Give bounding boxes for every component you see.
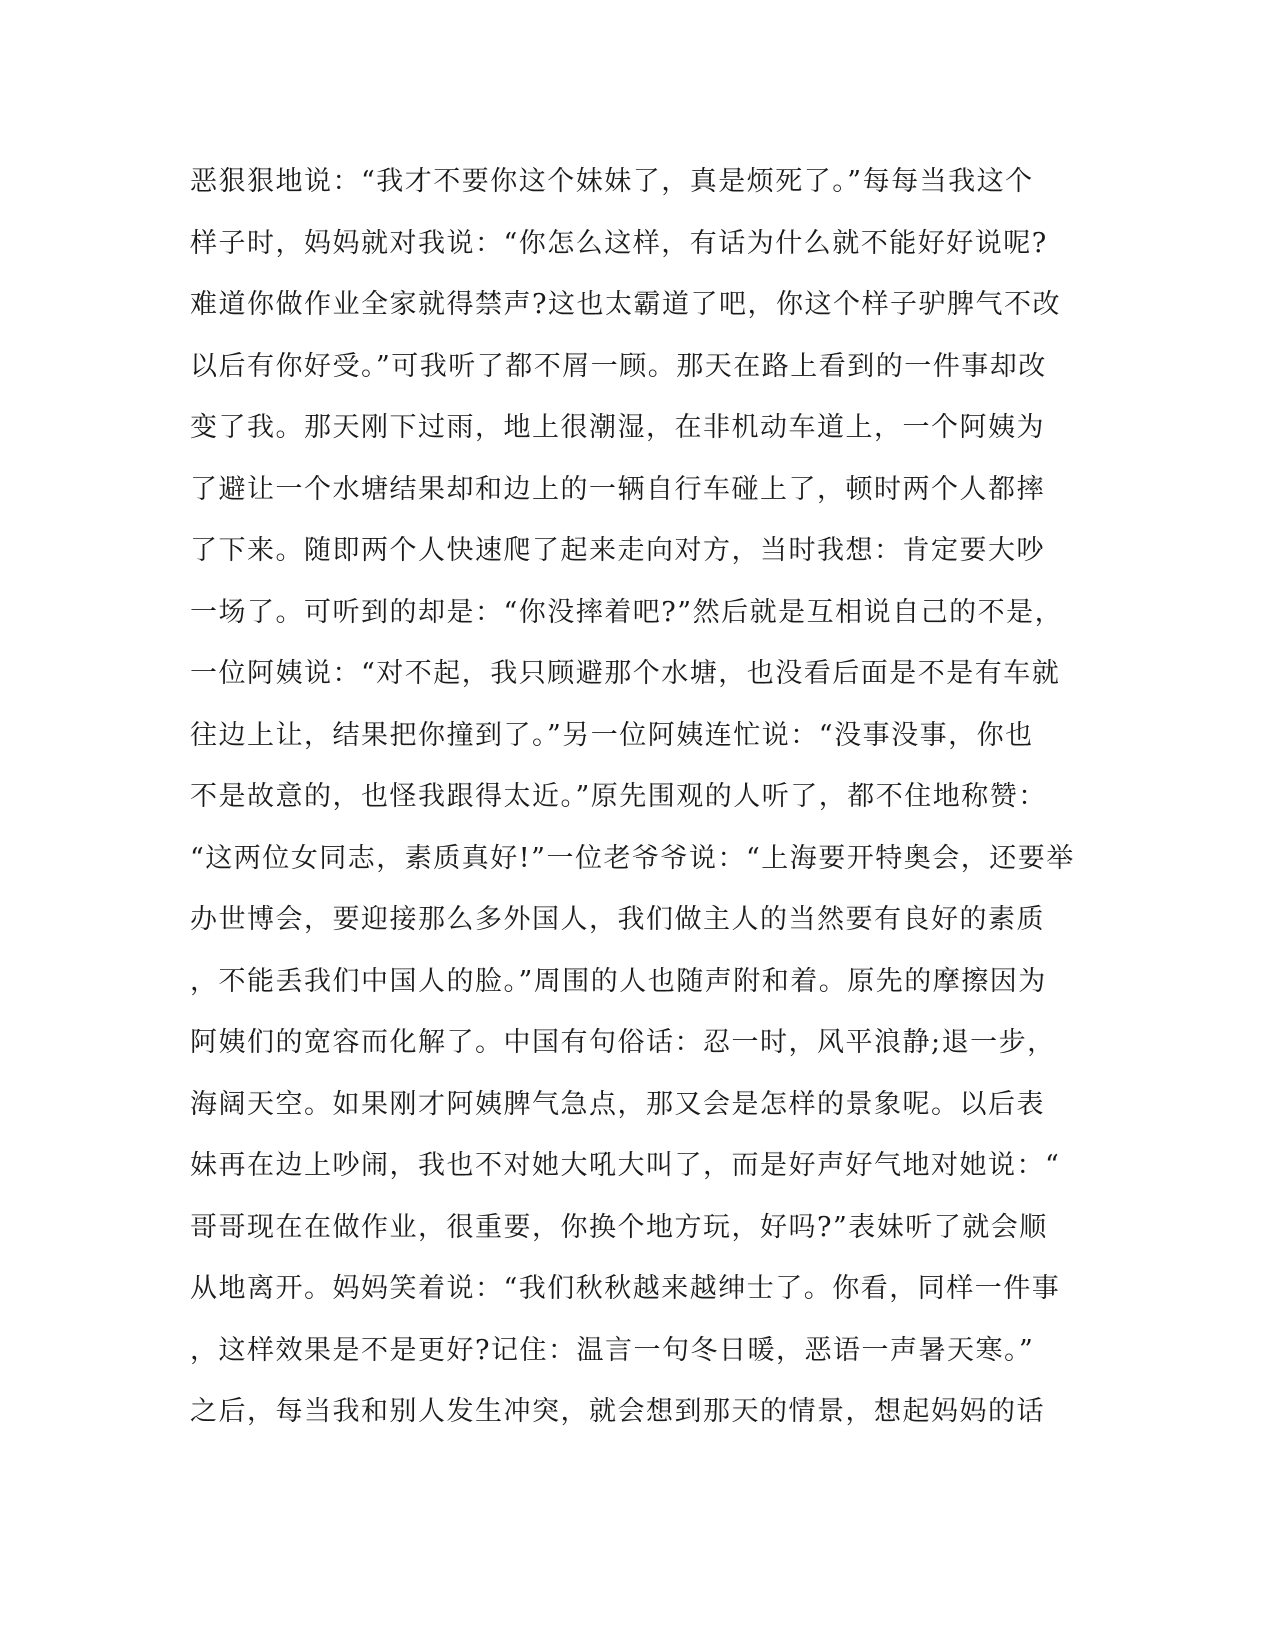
text-line: 妹再在边上吵闹，我也不对她大吼大叫了，而是好声好气地对她说：“ — [190, 1150, 1061, 1181]
text-line: 海阔天空。如果刚才阿姨脾气急点，那又会是怎样的景象呢。以后表 — [190, 1088, 1045, 1120]
text-line: 阿姨们的宽容而化解了。中国有句俗话：忍一时，风平浪静;退一步， — [190, 1027, 1056, 1058]
text-line: 以后有你好受。”可我听了都不屑一顾。那天在路上看到的一件事却改 — [190, 350, 1047, 382]
text-line: 恶狠狠地说：“我才不要你这个妹妹了，真是烦死了。”每每当我这个 — [190, 166, 1034, 197]
text-line: 往边上让，结果把你撞到了。”另一位阿姨连忙说：“没事没事，你也 — [190, 719, 1034, 751]
text-line: 不是故意的，也怪我跟得太近。”原先围观的人听了，都不住地称赞： — [190, 781, 1047, 812]
text-line: 变了我。那天刚下过雨，地上很潮湿，在非机动车道上，一个阿姨为 — [190, 412, 1045, 443]
text-line: 一位阿姨说：“对不起，我只顾避那个水塘，也没看后面是不是有车就 — [190, 658, 1061, 689]
text-line: 之后，每当我和别人发生冲突，就会想到那天的情景，想起妈妈的话 — [190, 1396, 1045, 1427]
text-line: ，不能丢我们中国人的脸。”周围的人也随声附和着。原先的摩擦因为 — [190, 965, 1047, 997]
text-line: 了避让一个水塘结果却和边上的一辆自行车碰上了，顿时两个人都摔 — [190, 473, 1045, 505]
text-line: 样子时，妈妈就对我说：“你怎么这样，有话为什么就不能好好说呢? — [190, 227, 1048, 259]
text-line: ，这样效果是不是更好?记住：温言一句冬日暖，恶语一声暑天寒。” — [190, 1334, 1035, 1366]
text-line: 了下来。随即两个人快速爬了起来走向对方，当时我想：肯定要大吵 — [190, 535, 1045, 566]
text-line: 从地离开。妈妈笑着说：“我们秋秋越来越绅士了。你看，同样一件事 — [190, 1273, 1061, 1304]
text-line: 哥哥现在在做作业，很重要，你换个地方玩，好吗?”表妹听了就会顺 — [190, 1211, 1048, 1243]
text-line: 难道你做作业全家就得禁声?这也太霸道了吧，你这个样子驴脾气不改 — [190, 289, 1061, 320]
text-line: 办世博会，要迎接那么多外国人，我们做主人的当然要有良好的素质 — [190, 904, 1045, 935]
text-line: 一场了。可听到的却是：“你没摔着吧?”然后就是互相说自己的不是， — [190, 596, 1064, 628]
body-text — [190, 164, 1090, 1456]
text-line: “这两位女同志，素质真好!”一位老爷爷说：“上海要开特奥会，还要举 — [190, 842, 1075, 874]
